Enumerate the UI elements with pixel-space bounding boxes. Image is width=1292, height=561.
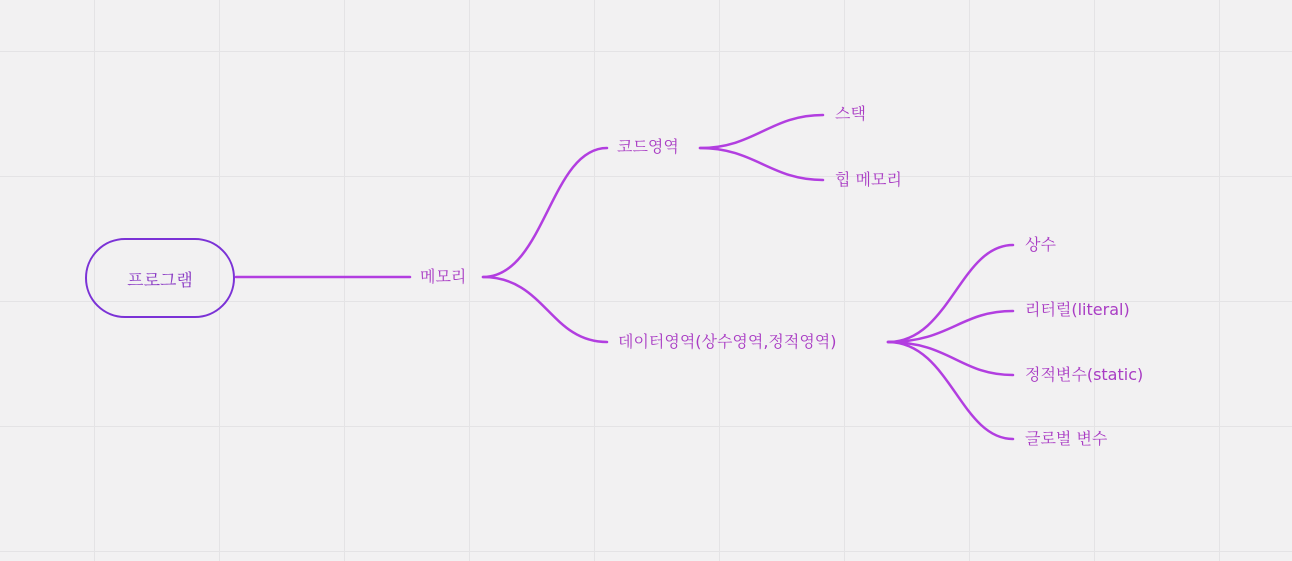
node-global-variable[interactable]: 글로벌 변수 xyxy=(1025,429,1108,448)
node-heap[interactable]: 힙 메모리 xyxy=(835,170,902,189)
node-code-area[interactable]: 코드영역 xyxy=(617,137,679,156)
edge-memory-code xyxy=(483,148,607,277)
node-memory[interactable]: 메모리 xyxy=(420,267,467,286)
edge-code-stack xyxy=(700,115,823,148)
node-data-area[interactable]: 데이터영역(상수영역,정적영역) xyxy=(618,332,837,351)
root-node-label: 프로그램 xyxy=(127,270,193,291)
edge-memory-data xyxy=(483,277,607,342)
node-stack[interactable]: 스택 xyxy=(835,104,866,123)
edge-data-static xyxy=(888,342,1013,375)
node-constant[interactable]: 상수 xyxy=(1025,235,1056,254)
root-node[interactable] xyxy=(85,238,235,318)
node-static-variable[interactable]: 정적변수(static) xyxy=(1025,365,1144,384)
edge-code-heap xyxy=(700,148,823,180)
node-literal[interactable]: 리터럴(literal) xyxy=(1025,300,1130,319)
